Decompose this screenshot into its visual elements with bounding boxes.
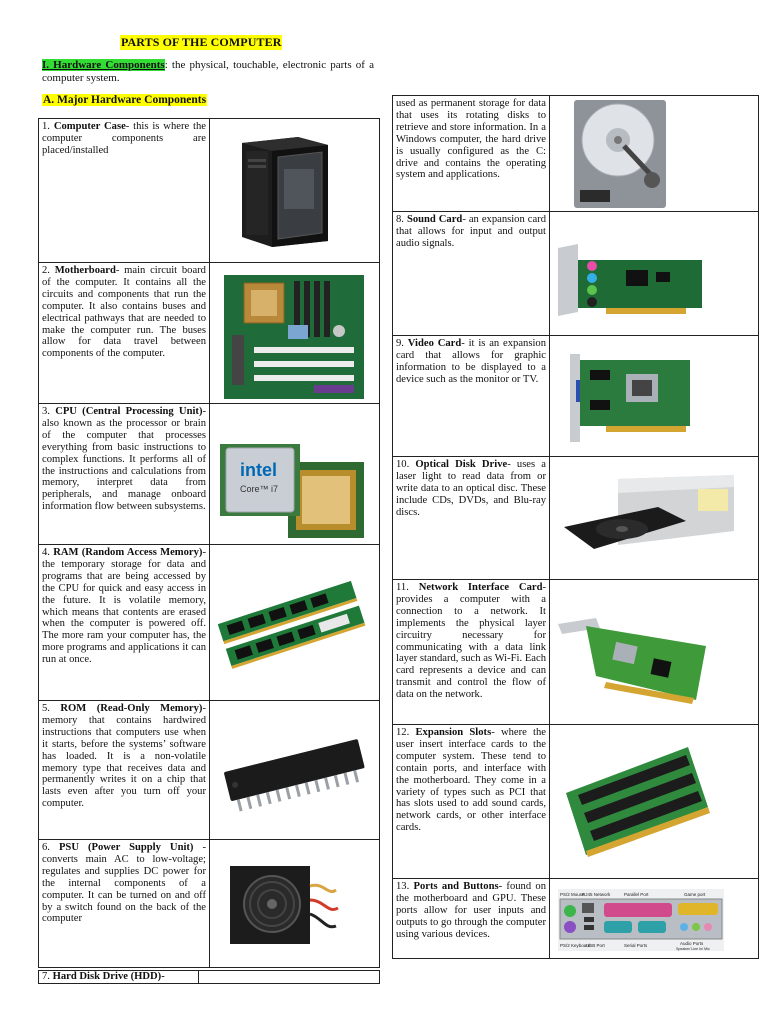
table-row — [39, 840, 380, 968]
item-description: 3. CPU (Central Processing Unit)- also known as the processor or brain of the computer that processes everything from basic instructions to complex functions. It performs all of the instructions and calculations from memory, interpret data from peripherals, and manage onboard information flow between subsystems. — [42, 406, 207, 513]
ports-panel-image — [550, 879, 759, 959]
item-description: 1. Computer Case- this is where the computer components are placed/installed — [42, 121, 206, 156]
item-description: 9. Video Card- it is an expansion card that allows for graphic information to be displayed to a device such as the monitor or TV. — [396, 338, 546, 385]
audio-ports-sublabel: Speaker/ Line In/ Mic — [676, 947, 710, 951]
computer-case-image — [210, 119, 380, 263]
left-components-table — [38, 118, 380, 968]
table-row — [393, 879, 759, 959]
network-card-image — [550, 580, 759, 725]
table-row — [393, 725, 759, 879]
serial-ports-label: Serial Ports — [624, 943, 648, 948]
game-port-label: Game port — [684, 892, 706, 897]
expansion-slots-image — [550, 725, 759, 879]
table-row — [393, 580, 759, 725]
table-row — [39, 545, 380, 701]
cpu-model-label: Core™ i7 — [240, 484, 279, 494]
table-row — [393, 457, 759, 580]
rj45-label: RJ45 Network — [582, 892, 611, 897]
item-description: 13. Ports and Buttons- found on the motherboard and GPU. These ports allow for user inputs and outputs to go through the computer using various devices. — [396, 881, 546, 940]
ram-image — [210, 545, 380, 701]
optical-drive-image — [550, 457, 759, 580]
item-description: 11. Network Interface Card- provides a computer with a connection to a network. It implements the physical layer circuitry necessary for communicating with a data link layer standard, such as Wi-Fi. Each card represents a device and can transmit and control the flow of data on the network. — [396, 582, 546, 701]
item-description: 2. Motherboard- main circuit board of the computer. It contains all the circuits and components that run the computer. It also contains buses and electrical pathways that are needed to make the computer run. The buses allow for data travel between components of the computer. — [42, 265, 206, 360]
power-supply-image — [210, 840, 380, 968]
hardware-components-label: I. Hardware Components — [42, 59, 165, 71]
ps2-mouse-label: PS/2 Mouse — [560, 892, 585, 897]
item-description: 4. RAM (Random Access Memory)- the temporary storage for data and programs that are being accessed by the CPU for quick and easy access in the future. It is volatile memory, which means that contents are erased when the computer is powered off. The more ram your computer has, the more programs and applications it can run at once. — [42, 547, 206, 666]
page-title: PARTS OF THE COMPUTER — [121, 35, 282, 49]
rom-chip-image — [210, 701, 380, 840]
hard-disk-image — [550, 96, 759, 212]
table-row — [393, 336, 759, 457]
cpu-image — [210, 404, 380, 545]
item-description: 7. Hard Disk Drive (HDD)- — [42, 971, 165, 982]
parallel-port-label: Parallel Port — [624, 892, 649, 897]
video-card-image — [550, 336, 759, 457]
intel-logo: intel — [240, 460, 278, 480]
right-components-table — [392, 95, 759, 959]
motherboard-image — [210, 263, 380, 404]
item-description: 5. ROM (Read-Only Memory)- memory that contains hardwired instructions that computers use when it starts, before the systems’ software has loaded. It is a non-volatile memory type that receives data and permanently writes it on a chip that lasts even after you turn off your computer. — [42, 703, 206, 810]
table-row — [39, 119, 380, 263]
item-description: 10. Optical Disk Drive- uses a laser light to read data from or write data to an optical disc. These include CDs, DVDs, and Blu-ray discs. — [396, 459, 546, 518]
ps2-keyboard-label: PS/2 Keyboard — [560, 943, 591, 948]
table-row — [39, 971, 380, 984]
usb-port-label: USB Port — [586, 943, 605, 948]
sound-card-image — [550, 212, 759, 336]
table-row — [393, 212, 759, 336]
item-description: 8. Sound Card- an expansion card that allows for input and output audio signals. — [396, 214, 546, 249]
major-components-heading: A. Major Hardware Components — [43, 94, 207, 106]
intro-paragraph — [42, 59, 374, 85]
table-row — [39, 263, 380, 404]
intro-text: : the physical, touchable, electronic parts of a computer system. — [42, 59, 374, 84]
audio-ports-label: Audio Ports — [680, 941, 704, 946]
table-row — [39, 404, 380, 545]
item-description: 6. PSU (Power Supply Unit) - converts main AC to low-voltage; regulates and supplies DC power for the internal components of a computer. It can be turned on and off by a switch found on the back of the computer — [42, 842, 206, 925]
hdd-row-table — [38, 970, 380, 984]
item-description: used as permanent storage for data that uses its rotating disks to retrieve and store information. In a Windows computer, the hard drive is usually configured as the C: drive and contains the operating system and applications. — [396, 98, 546, 181]
item-description: 12. Expansion Slots- where the user insert interface cards to the computer system. These tend to contain ports, and interface with the motherboard. They come in a variety of types such as PCI that has slots used to add sound cards, network cards, or other interface cards. — [396, 727, 546, 834]
table-row — [393, 96, 759, 212]
table-row — [39, 701, 380, 840]
